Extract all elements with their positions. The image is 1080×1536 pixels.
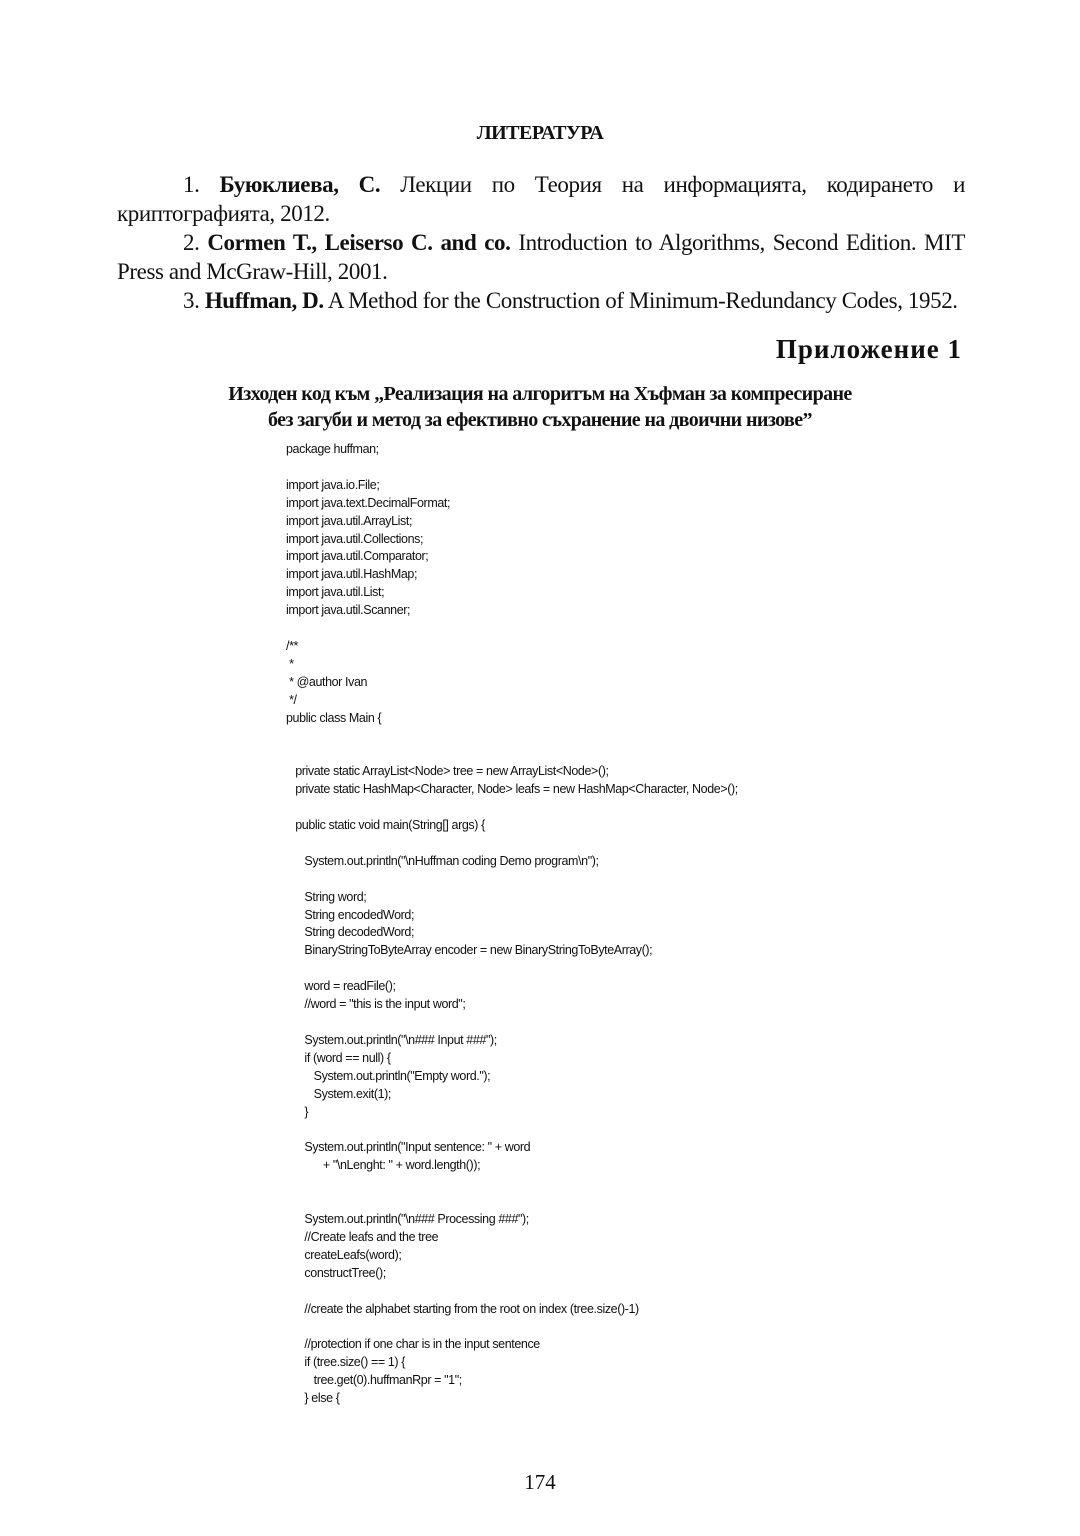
reference-item xyxy=(117,286,965,315)
reference-author: Huffman, D. xyxy=(204,288,324,313)
reference-author: Буюклиева, С. xyxy=(219,172,381,197)
reference-item xyxy=(117,170,965,228)
reference-text: Лекции по Теория на информацията, кодирането и криптографията, 2012. xyxy=(117,172,966,226)
appendix-title: Приложение 1 xyxy=(775,334,962,364)
source-title-line: без загуби и метод за ефективно съхранение на двоични низове” xyxy=(268,409,812,431)
reference-number: 2. xyxy=(183,230,200,255)
source-title-line: Изходен код към „Реализация на алгоритъм на Хъфман за компресиране xyxy=(228,383,852,405)
source-code-title xyxy=(0,381,1080,433)
reference-text: Introduction to Algorithms, Second Edition. MIT Press and McGraw-Hill, 2001. xyxy=(117,230,965,284)
reference-author: Cormen T., Leiserso C. and co. xyxy=(207,230,511,255)
code-listing: package huffman; import java.io.File; import java.text.DecimalFormat; import java.util.ArrayList; import java.util.Collections; import java.util.Comparator; import java.util.HashMap; import java.util.List; import java.util.Scanner; /** * * @author Ivan */ public class Main { private static ArrayList<Node> tree = new ArrayList<Node>(); private static HashMap<Character, Node> leafs = new HashMap<Character, Node>(); public static void main(String[] args) { System.out.println("\nHuffman coding Demo program\n"); String word; String encodedWord; String decodedWord; BinaryStringToByteArray encoder = new BinaryStringToByteArray(); word = readFile(); //word = "this is the input word"; System.out.println("\n### Input ###"); if (word == null) { System.out.println("Empty word."); System.exit(1); } System.out.println("Input sentence: " + word + "\nLenght: " + word.length()); System.out.println("\n### Processing ###"); //Create leafs and the tree createLeafs(word); constructTree(); //create the alphabet starting from the root on index (tree.size()-1) //protection if one char is in the input sentence if (tree.size() == 1) { tree.get(0).huffmanRpr = "1"; } else { xyxy=(286,442,738,1406)
literature-heading: ЛИТЕРАТУРА xyxy=(476,122,604,144)
reference-number: 3. xyxy=(183,288,200,313)
page-number: 174 xyxy=(524,1470,556,1494)
reference-number: 1. xyxy=(183,172,200,197)
reference-text: A Method for the Construction of Minimum-Redundancy Codes, 1952. xyxy=(327,288,958,313)
reference-list xyxy=(117,170,965,315)
reference-item xyxy=(117,228,965,286)
